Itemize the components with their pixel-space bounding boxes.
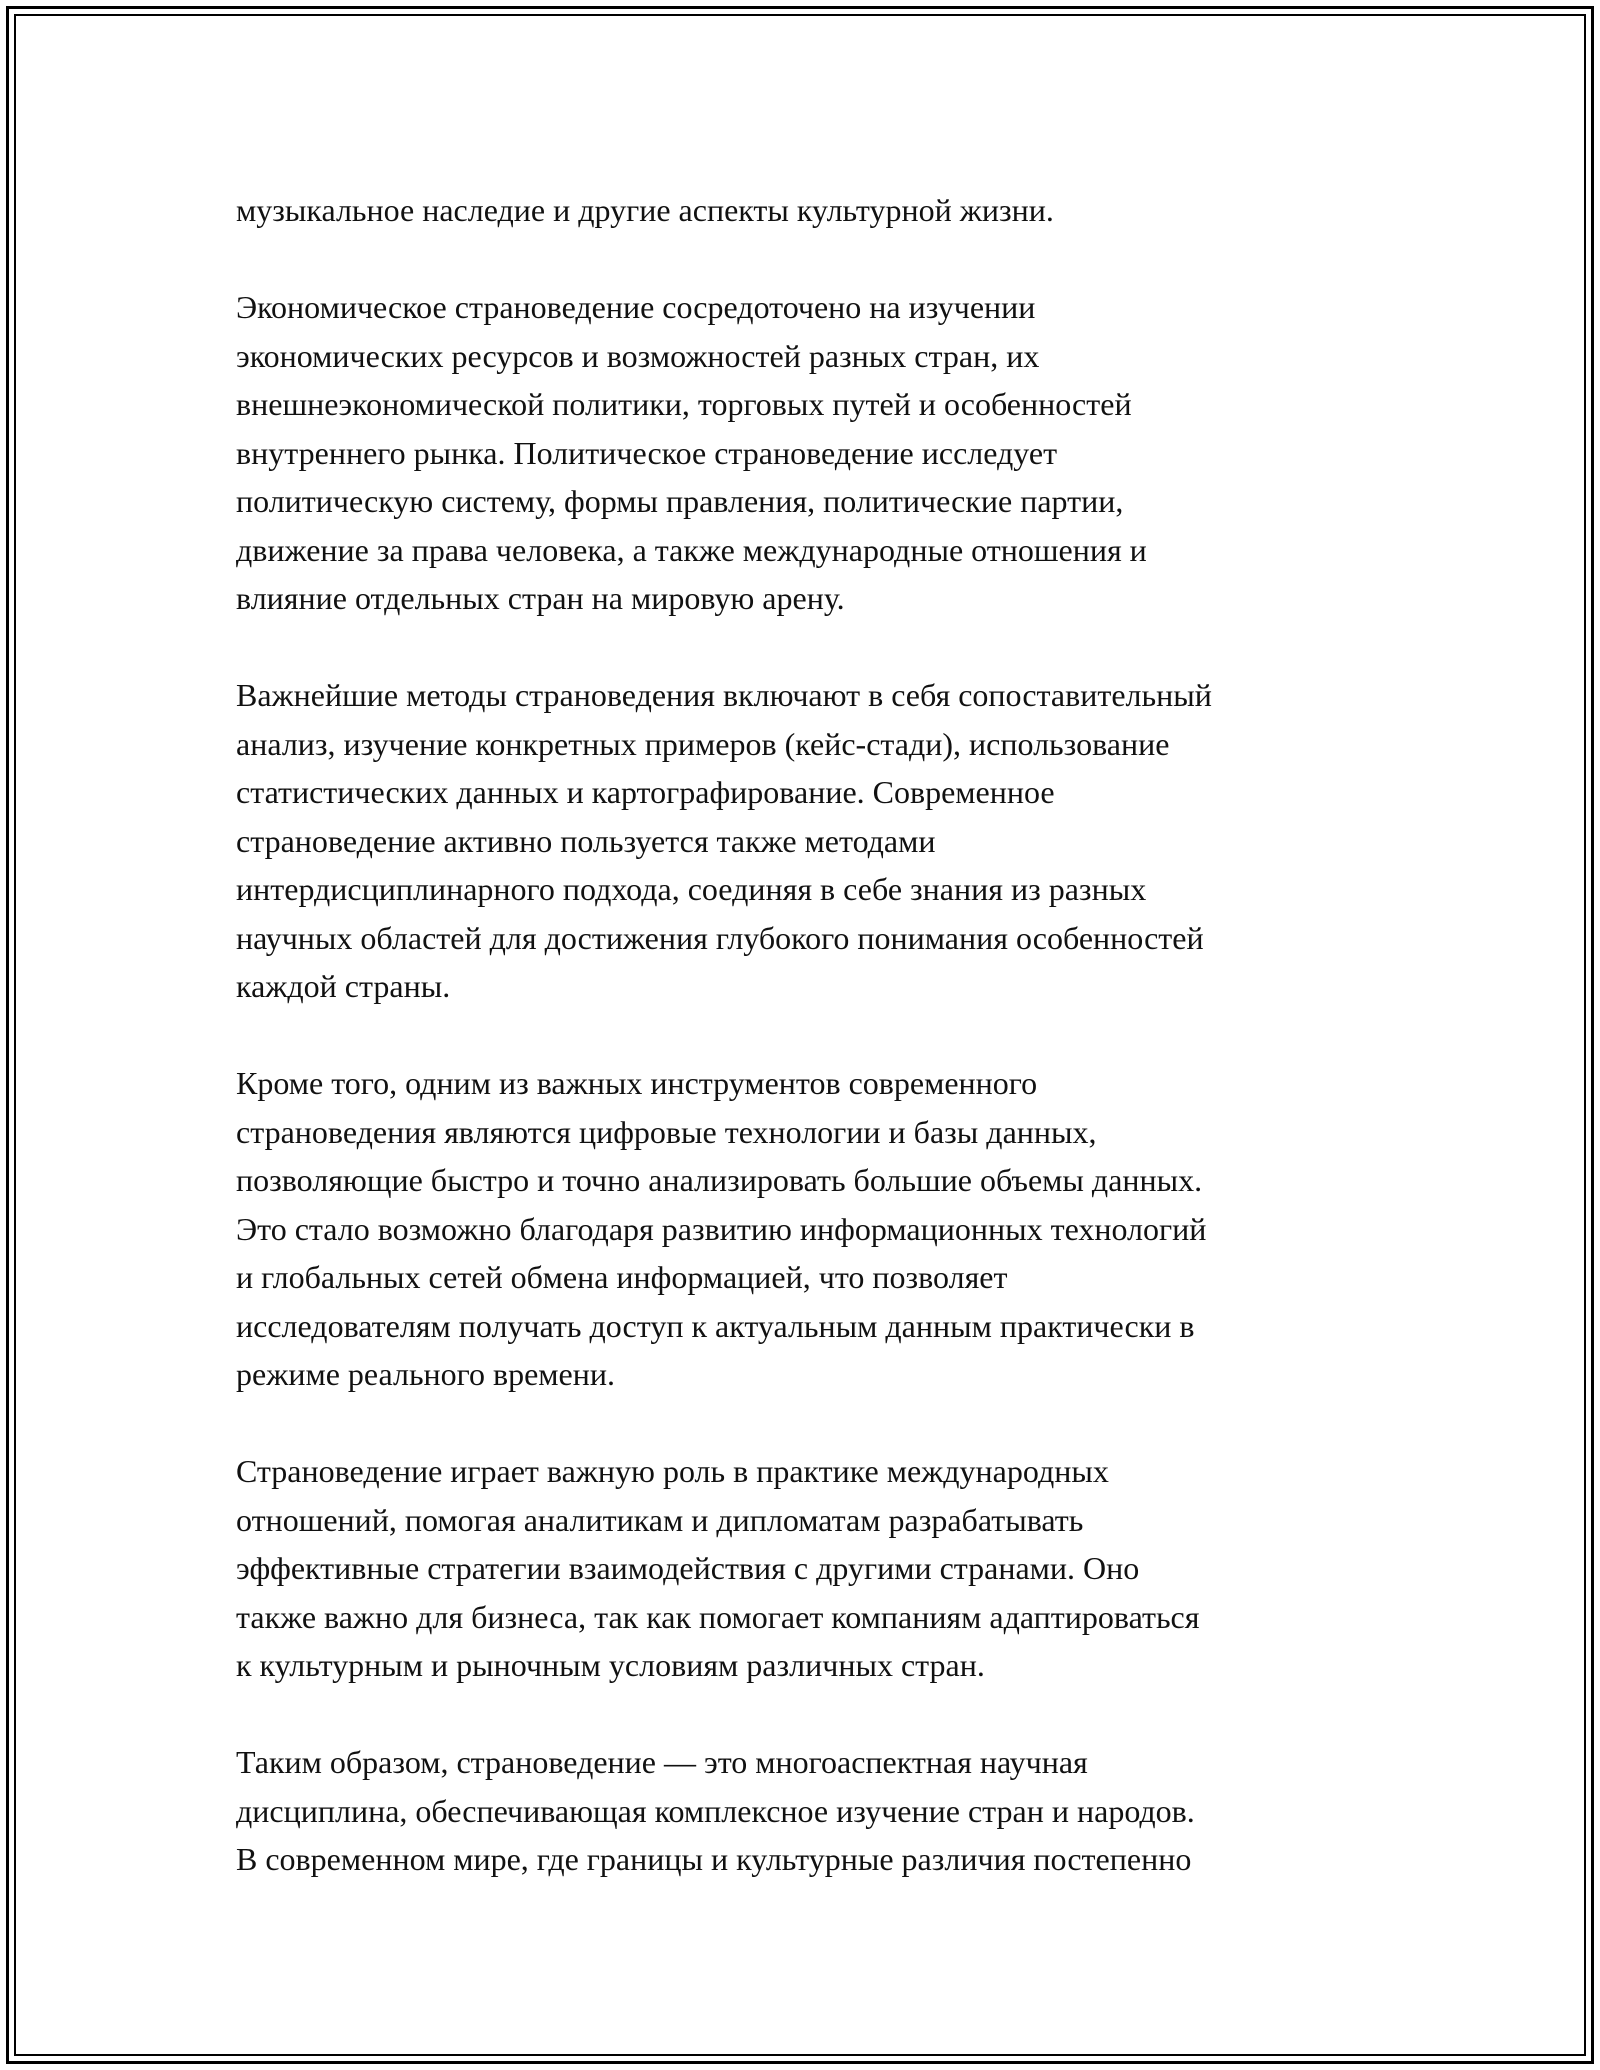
text-line: научных областей для достижения глубокого понимания особенностей bbox=[236, 919, 1204, 956]
document-body bbox=[236, 186, 1416, 1884]
text-line: Это стало возможно благодаря развитию информационных технологий bbox=[236, 1210, 1207, 1247]
text-line: дисциплина, обеспечивающая комплексное изучение стран и народов. bbox=[236, 1792, 1195, 1829]
text-line: влияние отдельных стран на мировую арену. bbox=[236, 580, 845, 616]
text-line: экономических ресурсов и возможностей разных стран, их bbox=[236, 337, 1040, 374]
text-line: страноведения являются цифровые технологии и базы данных, bbox=[236, 1113, 1097, 1150]
text-line: исследователям получать доступ к актуальным данным практически в bbox=[236, 1307, 1195, 1344]
text-line: к культурным и рыночным условиям различных стран. bbox=[236, 1647, 985, 1683]
text-line: музыкальное наследие и другие аспекты культурной жизни. bbox=[236, 192, 1054, 228]
text-line: позволяющие быстро и точно анализировать большие объемы данных. bbox=[236, 1162, 1203, 1198]
text-line: каждой страны. bbox=[236, 968, 451, 1004]
paragraph-gap bbox=[236, 623, 1416, 672]
text-line: внутреннего рынка. Политическое страноведение исследует bbox=[236, 434, 1058, 471]
paragraph-gap bbox=[236, 1399, 1416, 1448]
text-line: и глобальных сетей обмена информацией, что позволяет bbox=[236, 1259, 1008, 1295]
text-line: статистических данных и картографирование. Современное bbox=[236, 774, 1055, 810]
text-line: Важнейшие методы страноведения включают в себя сопоставительный bbox=[236, 677, 1212, 713]
text-line: Таким образом, страноведение — это многоаспектная научная bbox=[236, 1744, 1088, 1780]
paragraph-gap bbox=[236, 235, 1416, 284]
paragraph-gap bbox=[236, 1011, 1416, 1060]
paragraph-gap bbox=[236, 1690, 1416, 1739]
text-line: Кроме того, одним из важных инструментов современного bbox=[236, 1065, 1038, 1101]
text-line: режиме реального времени. bbox=[236, 1356, 615, 1392]
text-line: внешнеэкономической политики, торговых путей и особенностей bbox=[236, 386, 1132, 422]
text-line: эффективные стратегии взаимодействия с другими странами. Оно bbox=[236, 1550, 1140, 1586]
text-line: движение за права человека, а также международные отношения и bbox=[236, 531, 1147, 568]
text-line: интердисциплинарного подхода, соединяя в себе знания из разных bbox=[236, 871, 1147, 907]
text-line: В современном мире, где границы и культурные различия постепенно bbox=[236, 1841, 1192, 1877]
text-line: страноведение активно пользуется также методами bbox=[236, 822, 936, 859]
text-line: также важно для бизнеса, так как помогает компаниям адаптироваться bbox=[236, 1598, 1200, 1635]
text-line: Страноведение играет важную роль в практике международных bbox=[236, 1453, 1109, 1489]
text-line: Экономическое страноведение сосредоточено на изучении bbox=[236, 289, 1036, 325]
text-line: отношений, помогая аналитикам и дипломатам разрабатывать bbox=[236, 1501, 1084, 1538]
text-line: анализ, изучение конкретных примеров (кейс-стади), использование bbox=[236, 725, 1170, 762]
text-line: политическую систему, формы правления, политические партии, bbox=[236, 483, 1124, 519]
